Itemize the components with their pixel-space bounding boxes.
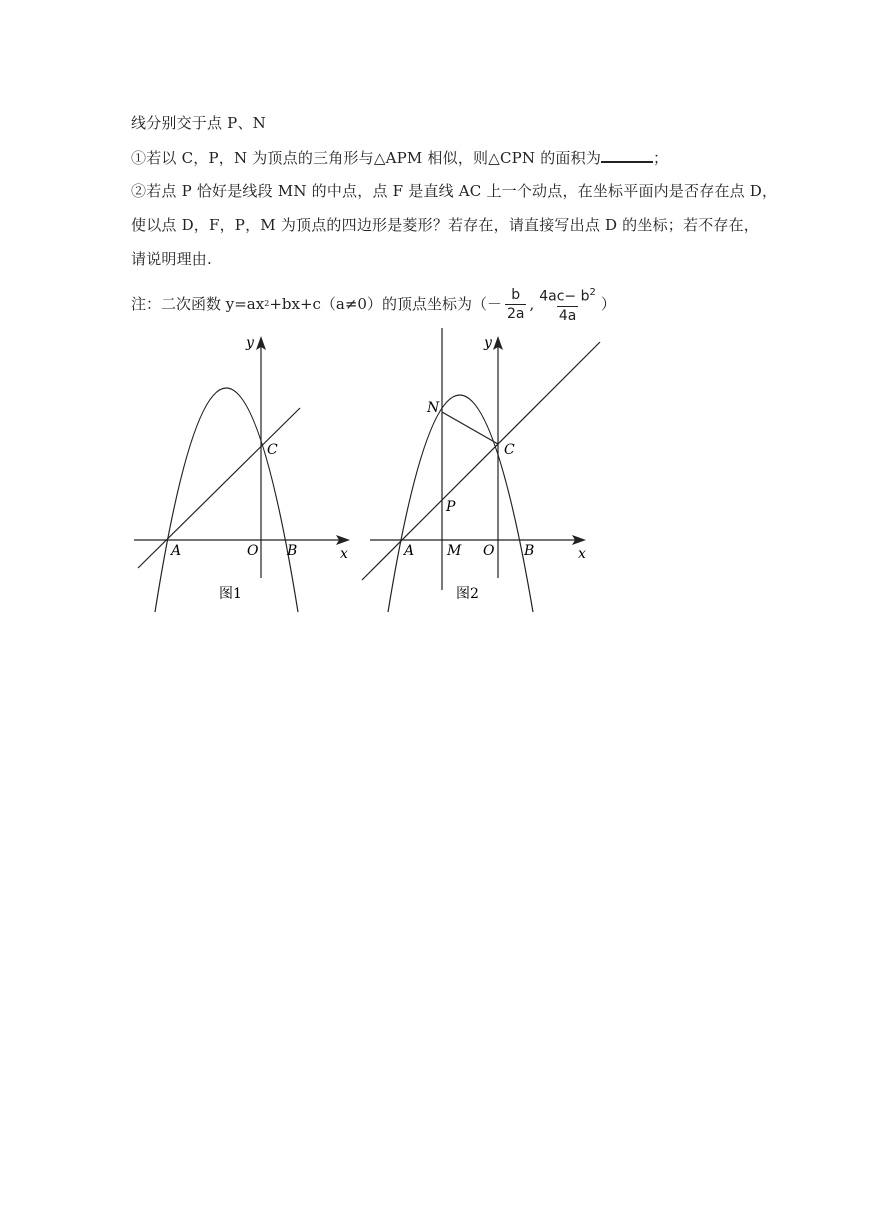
problem-question-2-line-1: ②若点 P 恰好是线段 MN 的中点，点 F 是直线 AC 上一个动点，在坐标平面内是否存在点 D， <box>131 182 778 200</box>
problem-question-2-line-3: 请说明理由. <box>131 250 212 268</box>
fraction-denominator: 4a <box>558 307 577 324</box>
label-p: P <box>446 499 456 515</box>
fraction-numerator: b <box>511 286 521 303</box>
note-middle: +bx+c（a≠0）的顶点坐标为（－ <box>269 295 502 314</box>
parabola-curve <box>388 395 533 612</box>
label-a: A <box>404 543 415 559</box>
figure-1 <box>130 330 360 620</box>
numerator-exponent: 2 <box>589 287 596 298</box>
vertex-y-fraction <box>537 284 598 325</box>
numerator-text: 4ac− b <box>539 288 590 305</box>
note-suffix: ） <box>600 295 616 314</box>
label-n: N <box>427 400 440 416</box>
figure-1-caption: 图1 <box>219 586 242 602</box>
label-m: M <box>447 543 462 559</box>
label-y: y <box>484 335 492 351</box>
fraction-numerator <box>537 284 598 306</box>
vertex-formula-note <box>131 284 616 325</box>
line-ac <box>362 342 600 580</box>
label-x: x <box>578 546 586 562</box>
label-c: C <box>267 442 278 458</box>
note-comma: , <box>529 295 535 314</box>
parabola-curve <box>155 388 298 612</box>
label-b: B <box>524 543 535 559</box>
line-ac <box>138 408 300 568</box>
segment-nc <box>442 412 498 444</box>
label-y: y <box>246 335 254 351</box>
answer-blank <box>601 147 653 163</box>
label-o: O <box>247 543 259 559</box>
question-1-end: ； <box>653 149 669 167</box>
label-a: A <box>171 543 182 559</box>
label-b: B <box>287 543 298 559</box>
figure-2-caption: 图2 <box>456 586 479 602</box>
question-1-text: ①若以 C，P，N 为顶点的三角形与△APM 相似，则△CPN 的面积为 <box>131 149 602 167</box>
problem-question-2-line-2: 使以点 D，F，P，M 为顶点的四边形是菱形？若存在，请直接写出点 D 的坐标；若不存在， <box>131 216 759 234</box>
label-o: O <box>483 543 495 559</box>
vertex-x-fraction <box>505 286 527 323</box>
note-exponent: 2 <box>264 299 270 309</box>
problem-question-1 <box>131 147 668 168</box>
problem-line-1: 线分别交于点 P、N <box>131 114 266 132</box>
figure-2 <box>360 320 610 620</box>
label-c: C <box>504 442 515 458</box>
fraction-denominator: 2a <box>506 305 525 322</box>
label-x: x <box>340 546 348 562</box>
note-prefix: 注：二次函数 y=ax <box>131 295 265 314</box>
